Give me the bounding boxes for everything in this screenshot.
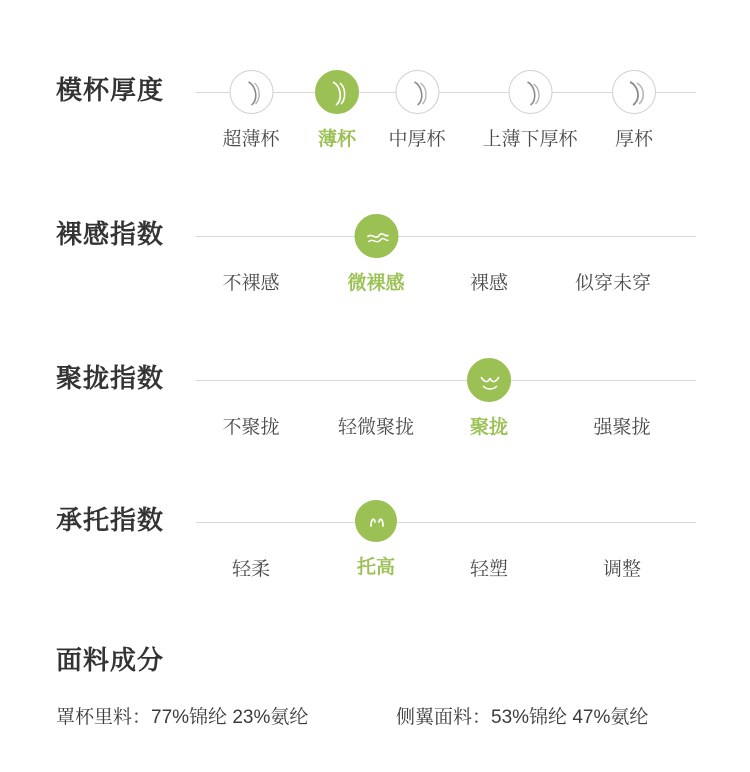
fabric-section-title: 面料成分: [56, 645, 165, 675]
spec-item-label: 微裸感: [347, 273, 405, 294]
spec-item-not-nude[interactable]: [222, 258, 279, 295]
spec-item-label: 厚杯: [614, 129, 653, 150]
fabric-wing-label: 侧翼面料：: [396, 707, 492, 728]
spec-item-label: 裸感: [469, 273, 509, 294]
spec-item-soft[interactable]: [232, 544, 270, 581]
spec-item-label: 似穿未穿: [574, 273, 652, 294]
spec-item-gather[interactable]: [467, 358, 511, 439]
spec-item-light-shaping[interactable]: [470, 544, 508, 581]
spec-item-thick-cup[interactable]: [612, 70, 656, 151]
spec-item-light-gather[interactable]: [338, 402, 414, 439]
spec-item-thin-cup[interactable]: [315, 70, 359, 151]
spec-item-label: 调整: [602, 559, 642, 580]
spec-item-label: 中厚杯: [388, 129, 446, 150]
spec-item-label: 轻微聚拢: [337, 417, 415, 438]
spec-title-gather: 聚拢指数: [56, 363, 165, 393]
nude-feel-icon: [354, 214, 398, 258]
fabric-wing-value: 53%锦纶 47%氨纶: [491, 707, 649, 728]
spec-divider: [196, 236, 696, 237]
spec-title-nude-feel: 裸感指数: [56, 219, 165, 249]
spec-item-label: 不裸感: [222, 273, 280, 294]
support-up-icon: [355, 500, 397, 542]
spec-item-lift-high[interactable]: [355, 500, 397, 579]
spec-title-support: 承托指数: [56, 505, 165, 535]
gather-icon: [467, 358, 511, 402]
spec-item-label: 强聚拢: [593, 417, 651, 438]
spec-item-label: 上薄下厚杯: [482, 129, 578, 150]
spec-item-strong-gather[interactable]: [593, 402, 650, 439]
fabric-cup-lining-value: 77%锦纶 23%氨纶: [151, 707, 309, 728]
spec-item-like-not-wearing[interactable]: [575, 258, 651, 295]
spec-title-cup-thickness: 模杯厚度: [56, 75, 165, 105]
spec-divider: [196, 380, 696, 381]
spec-item-ultra-thin-cup[interactable]: [222, 70, 279, 151]
spec-item-slightly-nude[interactable]: [347, 214, 404, 295]
spec-divider: [196, 522, 696, 523]
spec-item-medium-cup[interactable]: [388, 70, 445, 151]
fabric-wing: [396, 702, 648, 729]
fabric-cup-lining-label: 罩杯里料：: [56, 707, 152, 728]
cup-topthin-icon: [508, 70, 552, 114]
spec-item-label: 不聚拢: [222, 417, 280, 438]
cup-thin-icon: [229, 70, 273, 114]
spec-item-label: 薄杯: [317, 129, 356, 150]
spec-item-label: 轻柔: [231, 559, 271, 580]
cup-thin-filled-icon: [315, 70, 359, 114]
cup-medium-icon: [395, 70, 439, 114]
spec-item-adjust[interactable]: [603, 544, 641, 581]
spec-item-label: 超薄杯: [222, 129, 280, 150]
spec-item-top-thin-bottom-thick-cup[interactable]: [482, 70, 577, 151]
fabric-cup-lining: [56, 702, 308, 729]
cup-thick-icon: [612, 70, 656, 114]
spec-item-nude[interactable]: [470, 258, 508, 295]
spec-item-label: 托高: [356, 557, 395, 578]
spec-item-label: 聚拢: [469, 417, 508, 438]
spec-item-no-gather[interactable]: [222, 402, 279, 439]
spec-item-label: 轻塑: [469, 559, 509, 580]
